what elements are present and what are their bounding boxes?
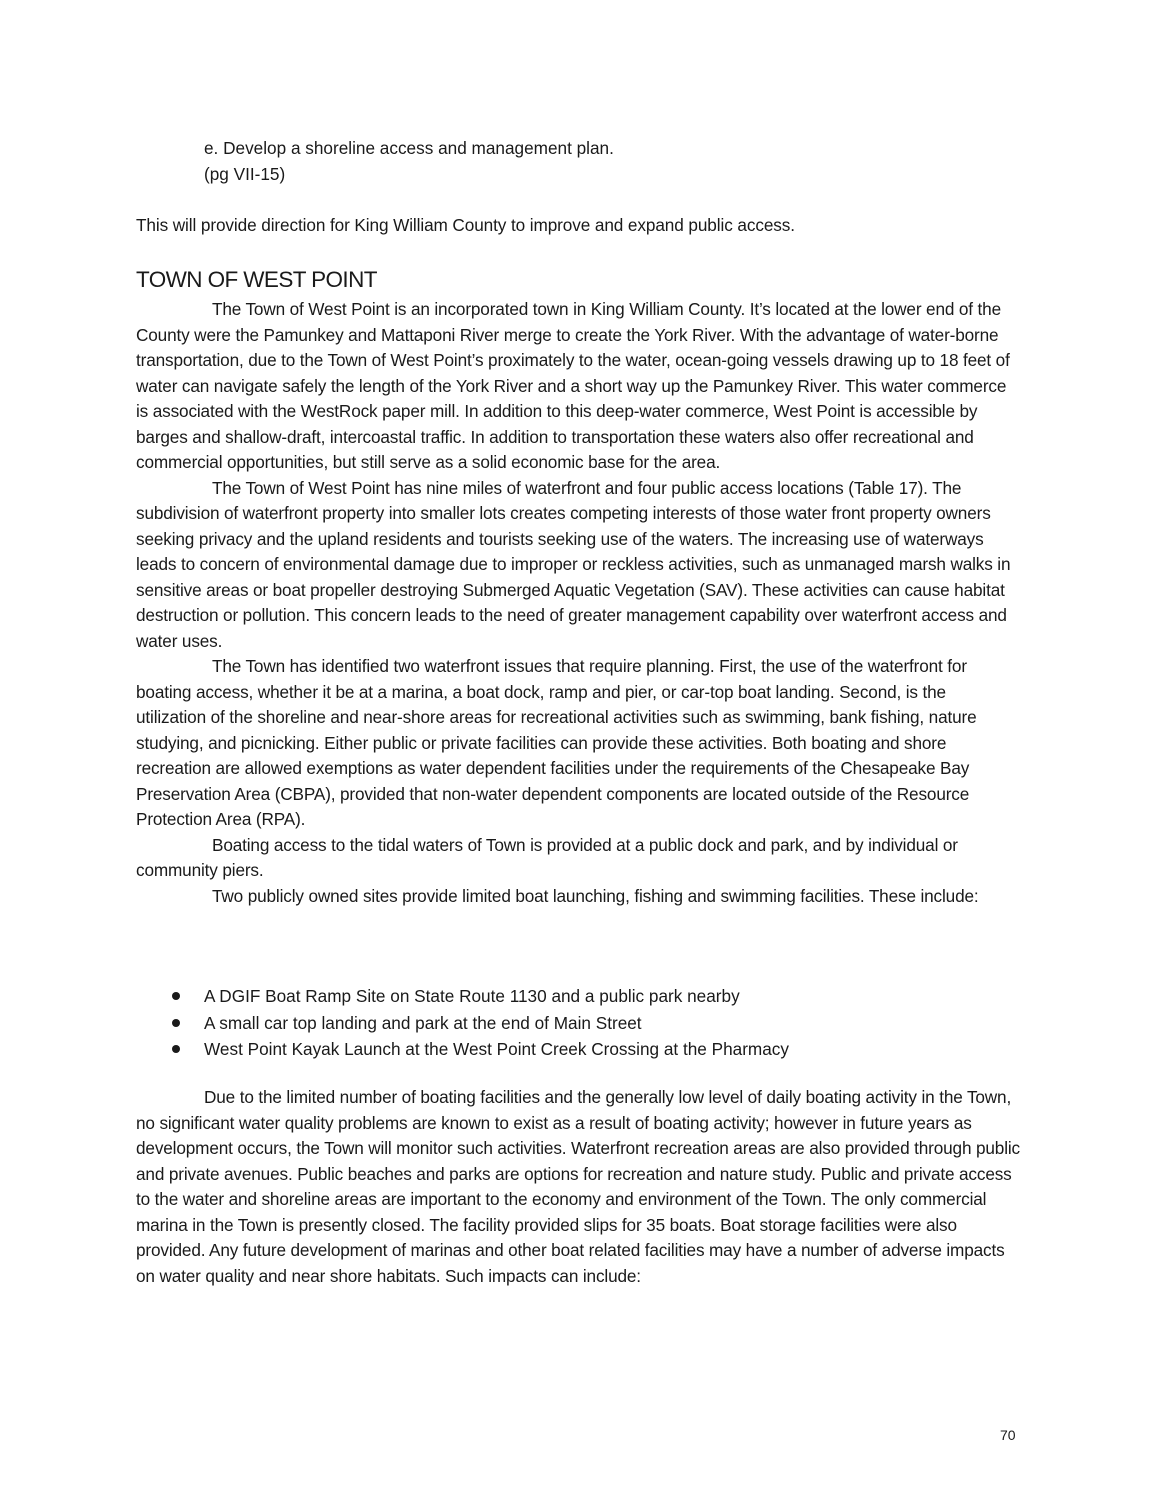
section-heading: TOWN OF WEST POINT — [136, 267, 377, 292]
bullet-icon — [172, 992, 180, 1000]
list-item — [168, 983, 789, 1010]
list-item-e: e. Develop a shoreline access and management plan. — [204, 138, 614, 158]
list-item-text: A small car top landing and park at the end of Main Street — [204, 1012, 642, 1033]
paragraph-waterfront-access: The Town of West Point has nine miles of waterfront and four public access locations (Table 17). The subdivision of waterfront property into smaller lots creates competing interests of those water front property owners seeking privacy and the upland residents and tourists seeking use of the waters. The increasing use of waterways leads to concern of environmental damage due to improper or reckless activities, such as unmanaged marsh walks in sensitive areas or boat propeller destroying Submerged Aquatic Vegetation (SAV). These activities can cause habitat destruction or pollution. This concern leads to the need of greater management capability over waterfront access and water uses. — [136, 477, 1011, 651]
list-item-e-reference: (pg VII-15) — [204, 163, 286, 184]
list-item-text: A DGIF Boat Ramp Site on State Route 1130 and a public park nearby — [204, 986, 740, 1006]
plan-list-item — [204, 136, 614, 187]
list-item — [168, 1036, 789, 1063]
bullet-icon — [172, 1019, 180, 1027]
paragraph-boating-access: Boating access to the tidal waters of Town is provided at a public dock and park, and by individual or community piers. — [136, 834, 958, 880]
section-body — [136, 297, 1020, 909]
intro-paragraph: This will provide direction for King William County to improve and expand public access. — [136, 215, 795, 235]
closing-paragraph: Due to the limited number of boating facilities and the generally low level of daily boating activity in the Town, no significant water quality problems are known to exist as a result of boating activity; however in future years as development occurs, the Town will monitor such activities. Waterfront recreation areas are also provided through public and private avenues. Public beaches and parks are options for recreation and nature study. Public and private access to the water and shoreline areas are important to the economy and environment of the Town. The only commercial marina in the Town is presently closed. The facility provided slips for 35 boats. Boat storage facilities were also provided. Any future development of marinas and other boat related facilities may have a number of adverse impacts on water quality and near shore habitats. Such impacts can include: — [136, 1087, 1020, 1286]
closing-section — [136, 1085, 1020, 1289]
list-item — [168, 1010, 789, 1037]
paragraph-public-sites: Two publicly owned sites provide limited boat launching, fishing and swimming facilities. These include: — [212, 885, 979, 906]
page-number: 70 — [1000, 1427, 1016, 1443]
bullet-icon — [172, 1045, 180, 1053]
paragraph-waterfront-issues: The Town has identified two waterfront issues that require planning. First, the use of the waterfront for boating access, whether it be at a marina, a boat dock, ramp and pier, or car-top boat landing. Second, is the utilization of the shoreline and near-shore areas for recreational activities such as swimming, bank fishing, nature studying, and picnicking. Either public or private facilities can provide these activities. Both boating and shore recreation are allowed exemptions as water dependent facilities under the requirements of the Chesapeake Bay Preservation Area (CBPA), provided that non-water dependent components are located outside of the Resource Protection Area (RPA). — [136, 656, 977, 829]
list-item-text: West Point Kayak Launch at the West Point Creek Crossing at the Pharmacy — [204, 1039, 789, 1059]
paragraph-west-point-overview: The Town of West Point is an incorporated town in King William County. It’s located at the lower end of the County were the Pamunkey and Mattaponi River merge to create the York River. With the advantage of water-borne transportation, due to the Town of West Point’s proximately to the water, ocean-going vessels drawing up to 18 feet of water can navigate safely the length of the York River and a short way up the Pamunkey River. This water commerce is associated with the WestRock paper mill. In addition to this deep-water commerce, West Point is accessible by barges and shallow-draft, intercoastal traffic. In addition to transportation these waters also offer recreational and commercial opportunities, but still serve as a solid economic base for the area. — [136, 299, 1010, 472]
public-sites-list — [168, 983, 789, 1063]
